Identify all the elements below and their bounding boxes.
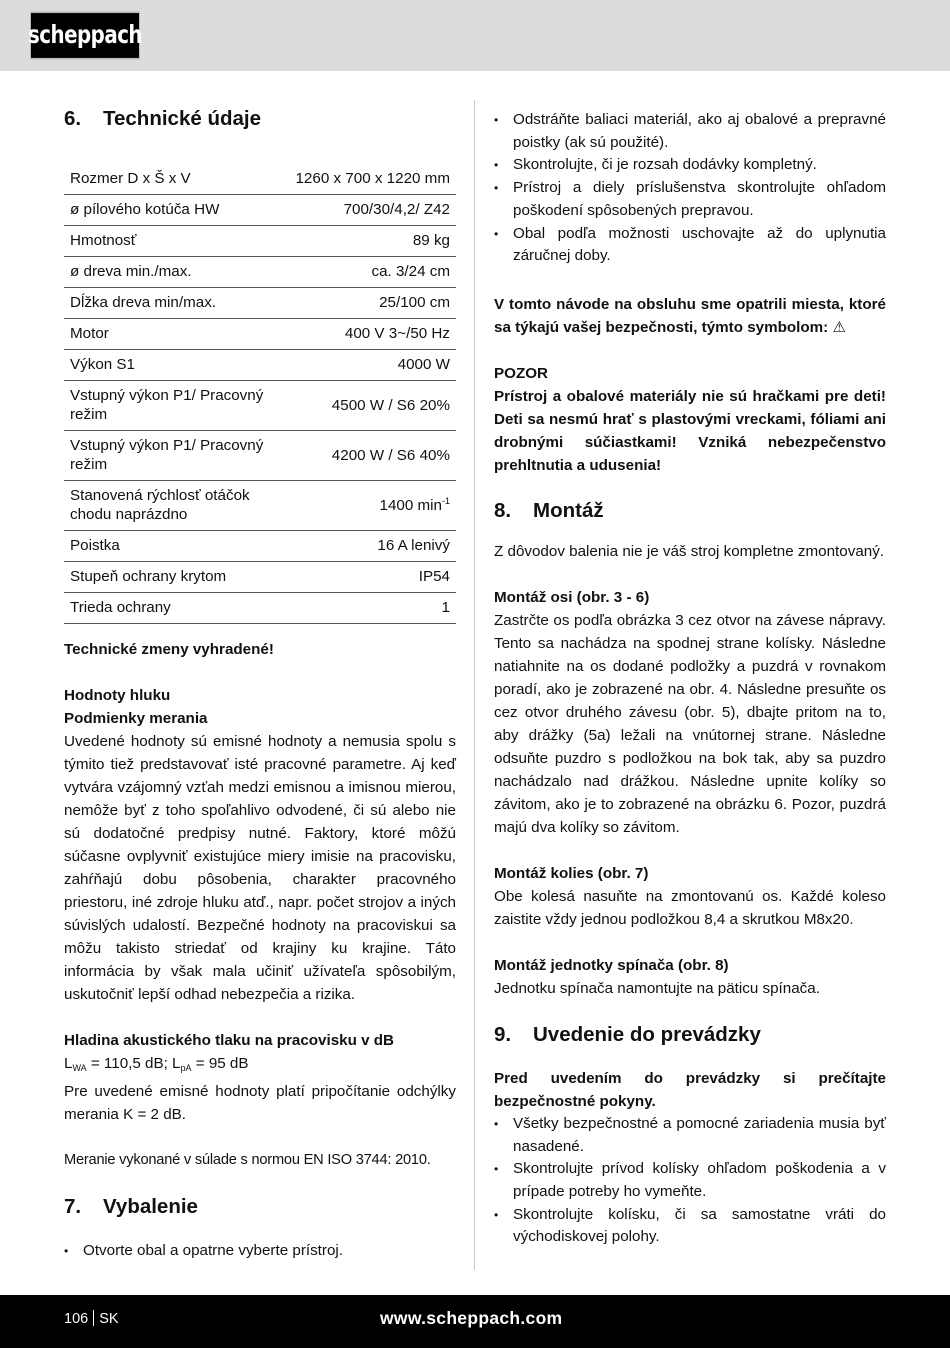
column-divider [474, 100, 475, 1270]
page-number: 106 [64, 1311, 89, 1327]
commissioning-intro: Pred uvedením do prevádzky si prečítajte bezpečnostné pokyny. [494, 1069, 886, 1110]
list-item: • Skontrolujte kolísku, či sa samostatne vráti do východiskovej polohy. [494, 1204, 886, 1249]
spec-row: Rozmer D x Š x V 1260 x 700 x 1220 mm [64, 164, 456, 195]
unpacking-list-continued [494, 109, 886, 268]
wheels-assembly-text: Obe kolesá nasuňte na zmontovanú os. Každé koleso zaistite vždy jednou podložkou 8,4 a skrutkou M8x20. [494, 888, 886, 929]
wheels-assembly-heading: Montáž kolies (obr. 7) [494, 865, 649, 883]
list-item: • Prístroj a diely príslušenstva skontrolujte ohľadom poškodení spôsobených prepravou. [494, 177, 886, 222]
list-item: • Odstráňte baliaci materiál, ako aj obalové a prepravné poistky (ak sú použité). [494, 109, 886, 154]
page-indicator [64, 1310, 119, 1327]
list-item: • Skontrolujte, či je rozsah dodávky kompletný. [494, 154, 886, 177]
deviation-text: Pre uvedené emisné hodnoty platí pripočítanie odchýlky merania K = 2 dB. [64, 1082, 456, 1123]
list-item: • Všetky bezpečnostné a pomocné zariadenia musia byť nasadené. [494, 1113, 886, 1158]
assembly-intro: Z dôvodov balenia nie je váš stroj kompletne zmontovaný. [494, 543, 885, 561]
website-link[interactable]: www.scheppach.com [380, 1308, 563, 1328]
axle-assembly-heading: Montáž osi (obr. 3 - 6) [494, 589, 650, 607]
list-item: • Otvorte obal a opatrne vyberte prístroj. [64, 1240, 456, 1263]
commissioning-list [494, 1113, 886, 1249]
spec-row: Dĺžka dreva min/max. 25/100 cm [64, 288, 456, 319]
unpacking-list [64, 1240, 456, 1263]
conditions-heading: Podmienky merania [64, 709, 208, 727]
noise-values: $L_{WA} = 110,5$ dB; $L_{pA} = 95$ dB [64, 1054, 249, 1073]
list-item: • Obal podľa možnosti uschovajte až do uplynutia záručnej doby. [494, 223, 886, 268]
technical-specs-table [64, 164, 456, 624]
spec-row: Vstupný výkon P1/ Pracovný režim 4500 W / S6 20% [64, 381, 456, 431]
safety-note: V tomto návode na obsluhu sme opatrili miesta, ktoré sa týkajú vašej bezpečnosti, týmto symbolom: ⚠ [494, 295, 886, 336]
spec-row: ø pílového kotúča HW 700/30/4,2/ Z42 [64, 195, 456, 226]
spec-row: Stanovená rýchlosť otáčok chodu naprázdno 1400 $\min^{-1}$ [64, 481, 456, 531]
right-column [494, 109, 886, 1249]
tech-changes-note: Technické zmeny vyhradené! [64, 640, 274, 658]
caution-text: Prístroj a obalové materiály nie sú hračkami pre deti! Deti sa nesmú hrať s plastovými vreckami, fóliami ani drobnými súčiastkami! Vzniká nebezpečenstvo prehltnutia a udusenia! [494, 387, 886, 474]
left-column [64, 100, 456, 1263]
spec-row: ø dreva min./max. ca. 3/24 cm [64, 257, 456, 288]
standard-text: Meranie vykonané v súlade s normou EN ISO 3744: 2010. [64, 1151, 431, 1168]
spec-row: Poistka 16 A lenivý [64, 531, 456, 562]
warning-triangle-icon: ⚠ [832, 318, 847, 336]
list-item: • Skontrolujte prívod kolísky ohľadom poškodenia a v prípade potreby ho vymeňte. [494, 1158, 886, 1203]
language-code: SK [99, 1311, 119, 1327]
spec-row: Vstupný výkon P1/ Pracovný režim 4200 W / S6 40% [64, 431, 456, 481]
noise-heading: Hodnoty hluku [64, 686, 171, 704]
switch-assembly-text: Jednotku spínača namontujte na päticu spínača. [494, 980, 820, 998]
spec-row: Trieda ochrany 1 [64, 593, 456, 624]
axle-assembly-text: Zastrčte os podľa obrázka 3 cez otvor na závese nápravy. Tento sa nachádza na spodnej strane kolísky. Následne natiahnite na os dodané podložky a puzdrá v rovnakom poradí, ako je zobrazené na obr. 4. Následne presuňte os cez otvor druhého závesu (obr. 5), dbajte pritom na to, aby drážky (5a) ležali na vnútornej strane. Následne odsuňte puzdro s podložkou na bok tak, aby sa puzdro nachádzalo nad drážkou. Následne upnite kolíky so závitom, ako je to zobrazené na obrázku 6. Pozor, puzdrá majú dva kolíky so závitom. [494, 612, 886, 837]
header-bar [0, 0, 950, 71]
caution-label: POZOR [494, 364, 549, 382]
separator [93, 1310, 94, 1326]
spec-row: Hmotnosť 89 kg [64, 226, 456, 257]
switch-assembly-heading: Montáž jednotky spínača (obr. 8) [494, 957, 729, 975]
scheppach-logo: scheppach [30, 12, 140, 59]
section-6-heading: 6. Technické údaje [64, 107, 261, 130]
section-7-heading: 7. Vybalenie [64, 1194, 198, 1218]
section-8-heading: 8. Montáž [494, 498, 604, 522]
spec-row: Výkon S1 4000 W [64, 350, 456, 381]
spec-row: Motor 400 V 3~/50 Hz [64, 319, 456, 350]
footer-bar [0, 1295, 950, 1348]
conditions-text: Uvedené hodnoty sú emisné hodnoty a nemusia spolu s týmito tiež predstavovať isté pracovné parametre. Aj keď vytvára vzájomný vzťah medzi emisnou a imisnou mierou, nemôže byť z toho spoľahlivo odvodené, či sú alebo nie sú dodatočné predpisy nutné. Faktory, ktoré môžú súčasne ovplyvniť existujúce miery imisie na pracovisku, zahŕňajú dobu pôsobenia, charakter pracovného priestoru, iné zdroje hluku atď., napr. počet strojov a iných súvislých udalostí. Bezpečné hodnoty na pracoviskui sa môžu takisto striedať od krajiny ku krajine. Táto informácia by však mala učiniť užívateľa spôsobilým, uskutočniť lepší odhad nebezpečia a rizika. [64, 732, 456, 1003]
section-9-heading: 9. Uvedenie do prevádzky [494, 1023, 761, 1047]
pressure-heading: Hladina akustického tlaku na pracovisku v dB [64, 1031, 395, 1049]
spec-row: Stupeň ochrany krytom IP54 [64, 562, 456, 593]
